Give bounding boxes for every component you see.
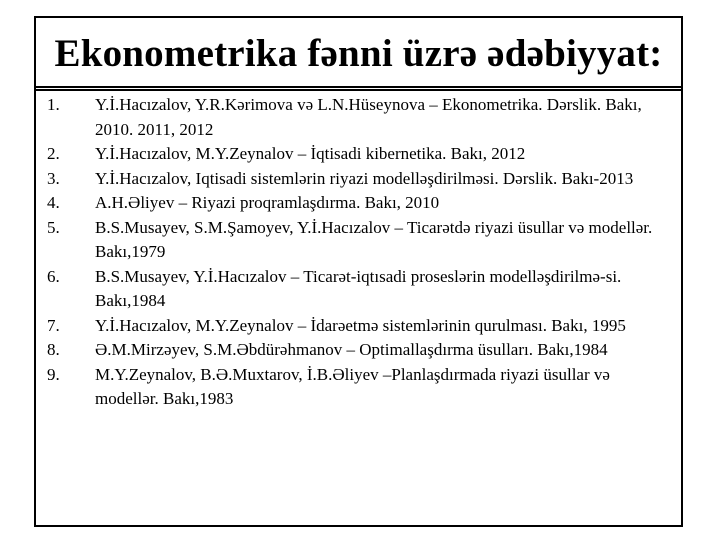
list-item-text: B.S.Musayev, Y.İ.Hacızalov – Ticarət-iqtısadi proseslərin modelləşdirilmə-si. Bakı,1984 <box>95 266 622 310</box>
list-item-number: 8. <box>47 340 60 359</box>
list-item-number: 6. <box>47 266 60 286</box>
list-item-text: Y.İ.Hacızalov, M.Y.Zeynalov – İqtisadi kibernetika. Bakı, 2012 <box>95 144 526 163</box>
list-item-text: Y.İ.Hacızalov, Y.R.Kərimova və L.N.Hüseynova – Ekonometrika. Dərslik. Bakı, 2010. 2011, 2012 <box>95 95 642 139</box>
list-item-number: 3. <box>47 168 60 188</box>
list-item-text: A.H.Əliyev – Riyazi proqramlaşdırma. Bakı, 2010 <box>95 193 440 212</box>
list-item-number: 4. <box>47 193 60 212</box>
list-item-text: Ə.M.Mirzəyev, S.M.Əbdürəhmanov – Optimallaşdırma üsulları. Bakı,1984 <box>95 340 608 359</box>
list-item-text: B.S.Musayev, S.M.Şamoyev, Y.İ.Hacızalov – Ticarətdə riyazi üsullar və modellər. Bakı,1979 <box>95 217 653 261</box>
title-box <box>34 16 683 91</box>
page-title: Ekonometrika fənni üzrə ədəbiyyat: <box>54 32 663 75</box>
list-item-text: Y.İ.Hacızalov, M.Y.Zeynalov – İdarəetmə sistemlərinin qurulması. Bakı, 1995 <box>95 315 626 335</box>
list-item-number: 5. <box>47 217 60 237</box>
list-item-number: 7. <box>47 315 60 335</box>
list-item <box>47 216 675 265</box>
list-item-number: 1. <box>47 95 60 114</box>
list-item <box>47 167 675 192</box>
list-item-number: 9. <box>47 364 60 384</box>
list-item <box>47 314 675 339</box>
list-item <box>47 191 675 216</box>
list-item <box>47 265 675 314</box>
list-item-text: Y.İ.Hacızalov, Iqtisadi sistemlərin riyazi modelləşdirilməsi. Dərslik. Bakı-2013 <box>95 168 634 188</box>
list-item-number: 2. <box>47 144 60 163</box>
list-item <box>47 142 675 167</box>
list-item-text: M.Y.Zeynalov, B.Ə.Muxtarov, İ.B.Əliyev –Planlaşdırmada riyazi üsullar və modellər. Bakı,1983 <box>95 364 610 408</box>
list-item <box>47 338 675 363</box>
list-item <box>47 363 675 412</box>
list-item <box>47 93 675 142</box>
reference-list <box>34 86 683 527</box>
